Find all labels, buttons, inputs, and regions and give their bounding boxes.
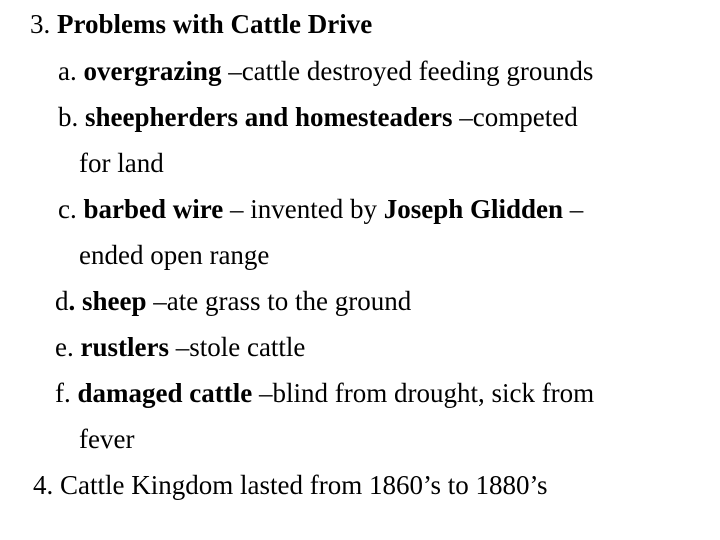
item-letter: c. — [58, 194, 84, 224]
item-text: –ate grass to the ground — [146, 286, 412, 316]
item-term: rustlers — [80, 332, 169, 362]
list-item-damaged-cattle — [55, 377, 594, 409]
item-term-inventor: Joseph Glidden — [383, 194, 564, 224]
item-term: damaged cattle — [77, 378, 253, 408]
heading-problems-with-cattle-drive — [30, 8, 372, 40]
item-letter: b. — [58, 102, 85, 132]
list-item-sheep — [55, 285, 411, 317]
item-text: – invented by — [223, 194, 384, 224]
list-item-barbed-wire — [58, 193, 583, 225]
list-item-overgrazing — [58, 55, 593, 87]
item-letter: a. — [58, 56, 84, 86]
item-letter: f. — [55, 378, 78, 408]
item-term: sheepherders and homesteaders — [85, 102, 453, 132]
item-letter-period: . — [68, 286, 82, 316]
list-item-damaged-cattle-continuation: fever — [79, 424, 135, 454]
item-text-dash: – — [563, 194, 584, 224]
item-text: –competed — [452, 102, 578, 132]
item-letter: e. — [55, 332, 81, 362]
item-text: –blind from drought, sick from — [252, 378, 595, 408]
item-letter: d — [55, 286, 69, 316]
item-term: overgrazing — [83, 56, 222, 86]
item-text: –cattle destroyed feeding grounds — [221, 56, 594, 86]
item-term: barbed wire — [83, 194, 224, 224]
list-item-sheepherders-continuation: for land — [79, 148, 164, 178]
list-item-rustlers — [55, 331, 305, 363]
item-text: –stole cattle — [168, 332, 306, 362]
heading-number: 3. — [30, 9, 57, 39]
item-term: sheep — [82, 286, 147, 316]
list-item-barbed-wire-continuation: ended open range — [79, 240, 270, 270]
list-item-sheepherders — [58, 101, 578, 133]
point-cattle-kingdom: 4. Cattle Kingdom lasted from 1860’s to 1880’s — [33, 470, 548, 500]
heading-title: Problems with Cattle Drive — [57, 9, 373, 39]
